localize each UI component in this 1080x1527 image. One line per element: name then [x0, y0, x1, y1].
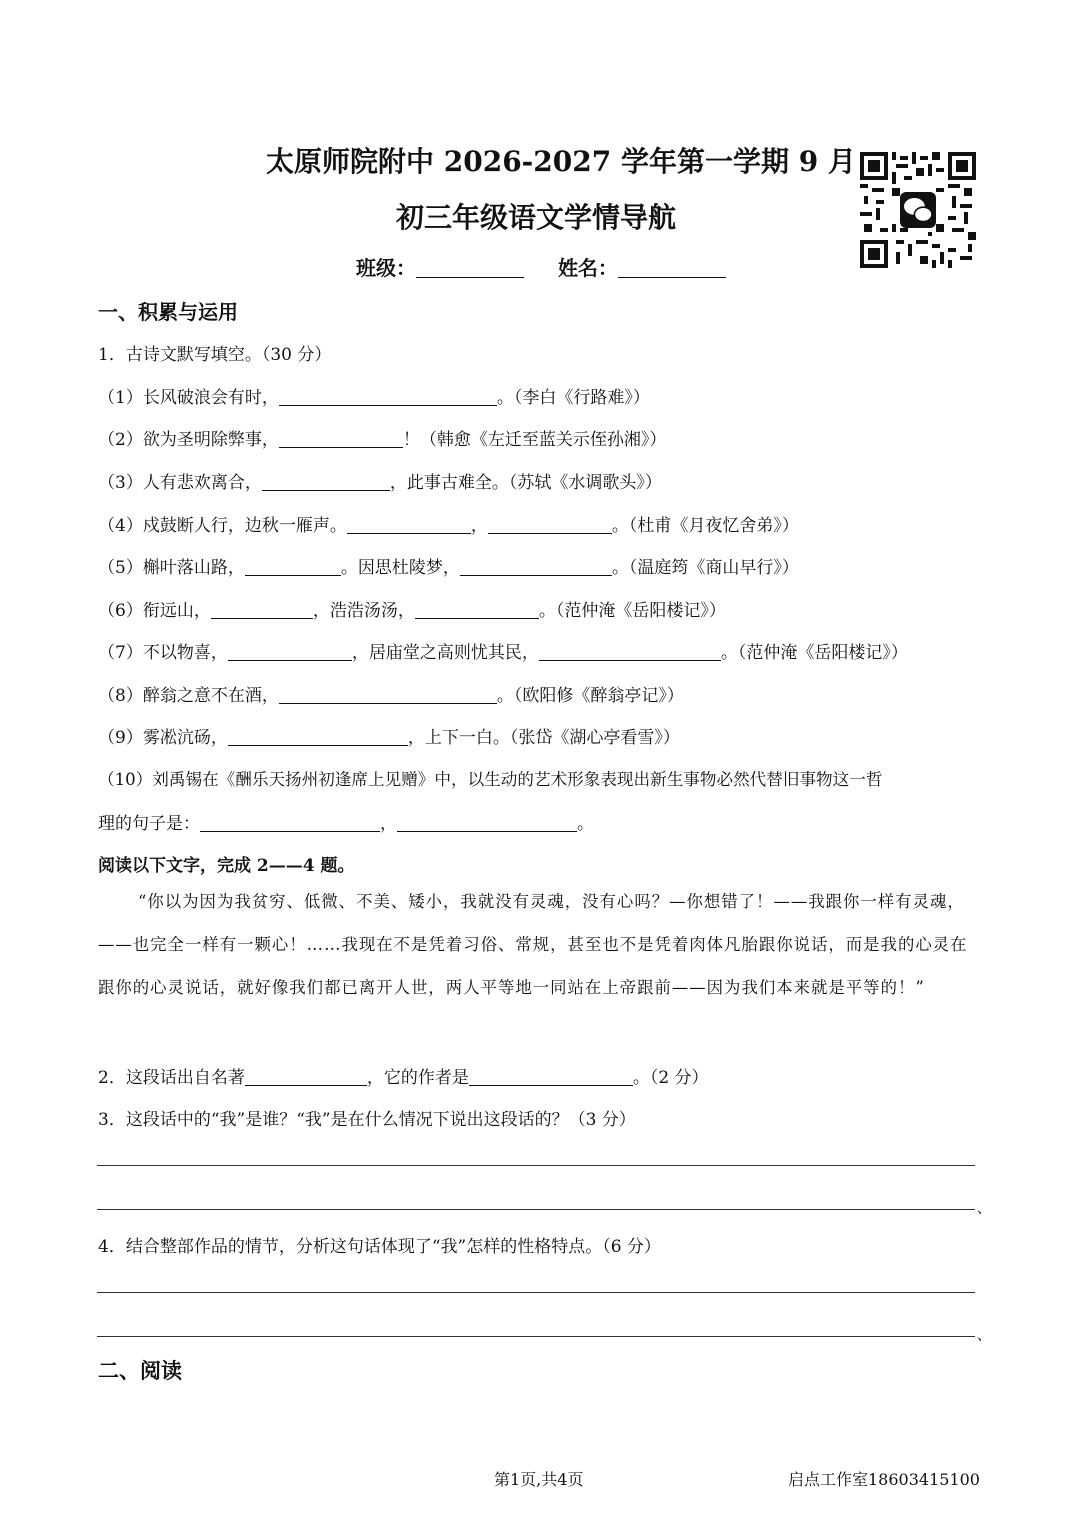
title-line-1: 太原师院附中 2026-2027 学年第一学期 9 月 — [266, 145, 856, 178]
answer-blank[interactable] — [200, 813, 380, 832]
q1-item-6: （6）衔远山， ，浩浩汤汤， 。（范仲淹《岳阳楼记》） — [98, 601, 726, 621]
page-number: 第1页,共4页 — [494, 1470, 584, 1489]
q1-item-5: （5）槲叶落山路， 。因思杜陵梦， 。（温庭筠《商山早行》） — [98, 558, 799, 578]
line-end-mark: 、 — [977, 1328, 991, 1344]
answer-blank[interactable] — [469, 1067, 633, 1086]
q1-item-7: （7）不以物喜， ，居庙堂之高则忧其民， 。（范仲淹《岳阳楼记》） — [98, 643, 908, 663]
section-1-heading: 一、积累与运用 — [98, 300, 238, 324]
answer-blank[interactable] — [488, 515, 612, 534]
reading-passage: “你以为因为我贫穷、低微、不美、矮小，我就没有灵魂，没有心吗？—你想错了！——我跟你一样有灵魂，——也完全一样有一颗心！……我现在不是凭着习俗、常规，甚至也不是凭着肉体凡胎跟你说话，而是我的心灵在跟你的心灵说话，就好像我们都已离开人世，两人平等地一同站在上帝跟前——因为我们本来就是平等的！” — [98, 892, 968, 997]
answer-blank[interactable] — [415, 600, 539, 619]
section-2-heading: 二、阅读 — [98, 1358, 182, 1383]
q1-item-10-line1: （10）刘禹锡在《酬乐天扬州初逢席上见赠》中，以生动的艺术形象表现出新生事物必然代替旧事物这一哲 — [98, 770, 883, 789]
answer-blank[interactable] — [347, 515, 471, 534]
answer-blank[interactable] — [539, 642, 721, 661]
q1-item-3: （3）人有悲欢离合， ，此事古难全。（苏轼《水调歌头》） — [98, 473, 662, 493]
q1-item-9: （9）雾凇沆砀， ，上下一白。（张岱《湖心亭看雪》） — [98, 728, 680, 748]
name-blank[interactable] — [618, 259, 726, 278]
answer-line[interactable] — [97, 1336, 975, 1337]
answer-blank[interactable] — [279, 685, 497, 704]
answer-blank[interactable] — [211, 600, 313, 619]
title-line-2: 初三年级语文学情导航 — [396, 201, 677, 234]
line-end-mark: 、 — [977, 1201, 991, 1217]
qr-code-icon — [860, 152, 976, 268]
answer-blank[interactable] — [279, 429, 403, 448]
answer-blank[interactable] — [228, 727, 408, 746]
q1-item-2: （2）欲为圣明除弊事， ！（韩愈《左迁至蓝关示侄孙湘》） — [98, 430, 667, 450]
q1-item-8: （8）醉翁之意不在酒， 。（欧阳修《醉翁亭记》） — [98, 686, 684, 706]
q1-stem: 1．古诗文默写填空。（30 分） — [98, 345, 332, 365]
answer-blank[interactable] — [279, 387, 497, 406]
class-blank[interactable] — [416, 259, 524, 278]
answer-blank[interactable] — [245, 557, 341, 576]
name-label: 姓名： — [557, 256, 618, 280]
q1-item-1: （1）长风破浪会有时， 。（李白《行路难》） — [98, 388, 650, 408]
class-name-row — [356, 252, 726, 281]
answer-blank[interactable] — [460, 557, 612, 576]
q1-item-10-line2: 理的句子是： ， 。 — [98, 814, 594, 834]
answer-line[interactable] — [97, 1209, 975, 1210]
reading-instruction: 阅读以下文字，完成 2——4 题。 — [98, 856, 355, 876]
answer-blank[interactable] — [397, 813, 577, 832]
class-label: 班级： — [356, 256, 416, 280]
q2: 2．这段话出自名著 ，它的作者是 。（2 分） — [98, 1068, 709, 1088]
q1-item-4: （4）戍鼓断人行，边秋一雁声。 ， 。（杜甫《月夜忆舍弟》） — [98, 516, 799, 536]
answer-line[interactable] — [97, 1292, 975, 1293]
answer-blank[interactable] — [262, 472, 390, 491]
q4: 4．结合整部作品的情节，分析这句话体现了“我”怎样的性格特点。（6 分） — [98, 1237, 661, 1257]
q3: 3．这段话中的“我”是谁？“我”是在什么情况下说出这段话的？（3 分） — [98, 1110, 636, 1130]
answer-blank[interactable] — [228, 642, 352, 661]
answer-blank[interactable] — [245, 1067, 367, 1086]
answer-line[interactable] — [97, 1165, 975, 1166]
studio-contact: 启点工作室18603415100 — [788, 1470, 980, 1489]
